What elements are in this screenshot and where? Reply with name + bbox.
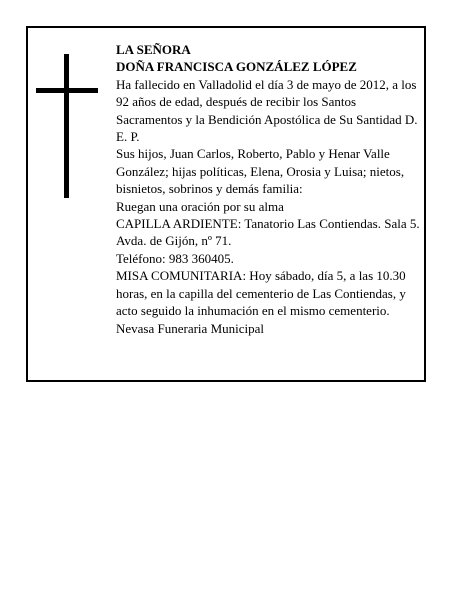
obituary-notice <box>26 26 426 382</box>
death-statement: Ha fallecido en Valladolid el día 3 de mayo de 2012, a los 92 años de edad, después de recibir los Santos Sacramentos y la Bendición Apostólica de Su Santidad D. E. P. <box>116 76 418 145</box>
honorific: LA SEÑORA <box>116 42 191 57</box>
cross-horizontal-bar <box>36 88 98 93</box>
chapel-info: CAPILLA ARDIENTE: Tanatorio Las Contiendas. Sala 5. Avda. de Gijón, nº 71. <box>116 216 420 249</box>
notice-text <box>116 41 422 337</box>
cross-vertical-bar <box>64 54 69 198</box>
cross-icon <box>36 54 98 198</box>
deceased-name: DOÑA FRANCISCA GONZÁLEZ LÓPEZ <box>116 59 357 75</box>
funeral-home: Nevasa Funeraria Municipal <box>116 320 265 336</box>
family-list: Sus hijos, Juan Carlos, Roberto, Pablo y Henar Valle González; hijas políticas, Elena, Orosia y Luisa; nietos, bisnietos, sobrinos y demás familia: <box>116 146 405 197</box>
prayer-request: Ruegan una oración por su alma <box>116 198 284 214</box>
mass-info: MISA COMUNITARIA: Hoy sábado, día 5, a las 10.30 horas, en la capilla del cementerio de Las Contiendas, y acto seguido la inhumación en el mismo cementerio. <box>116 268 406 319</box>
phone-info: Teléfono: 983 360405. <box>116 250 234 266</box>
